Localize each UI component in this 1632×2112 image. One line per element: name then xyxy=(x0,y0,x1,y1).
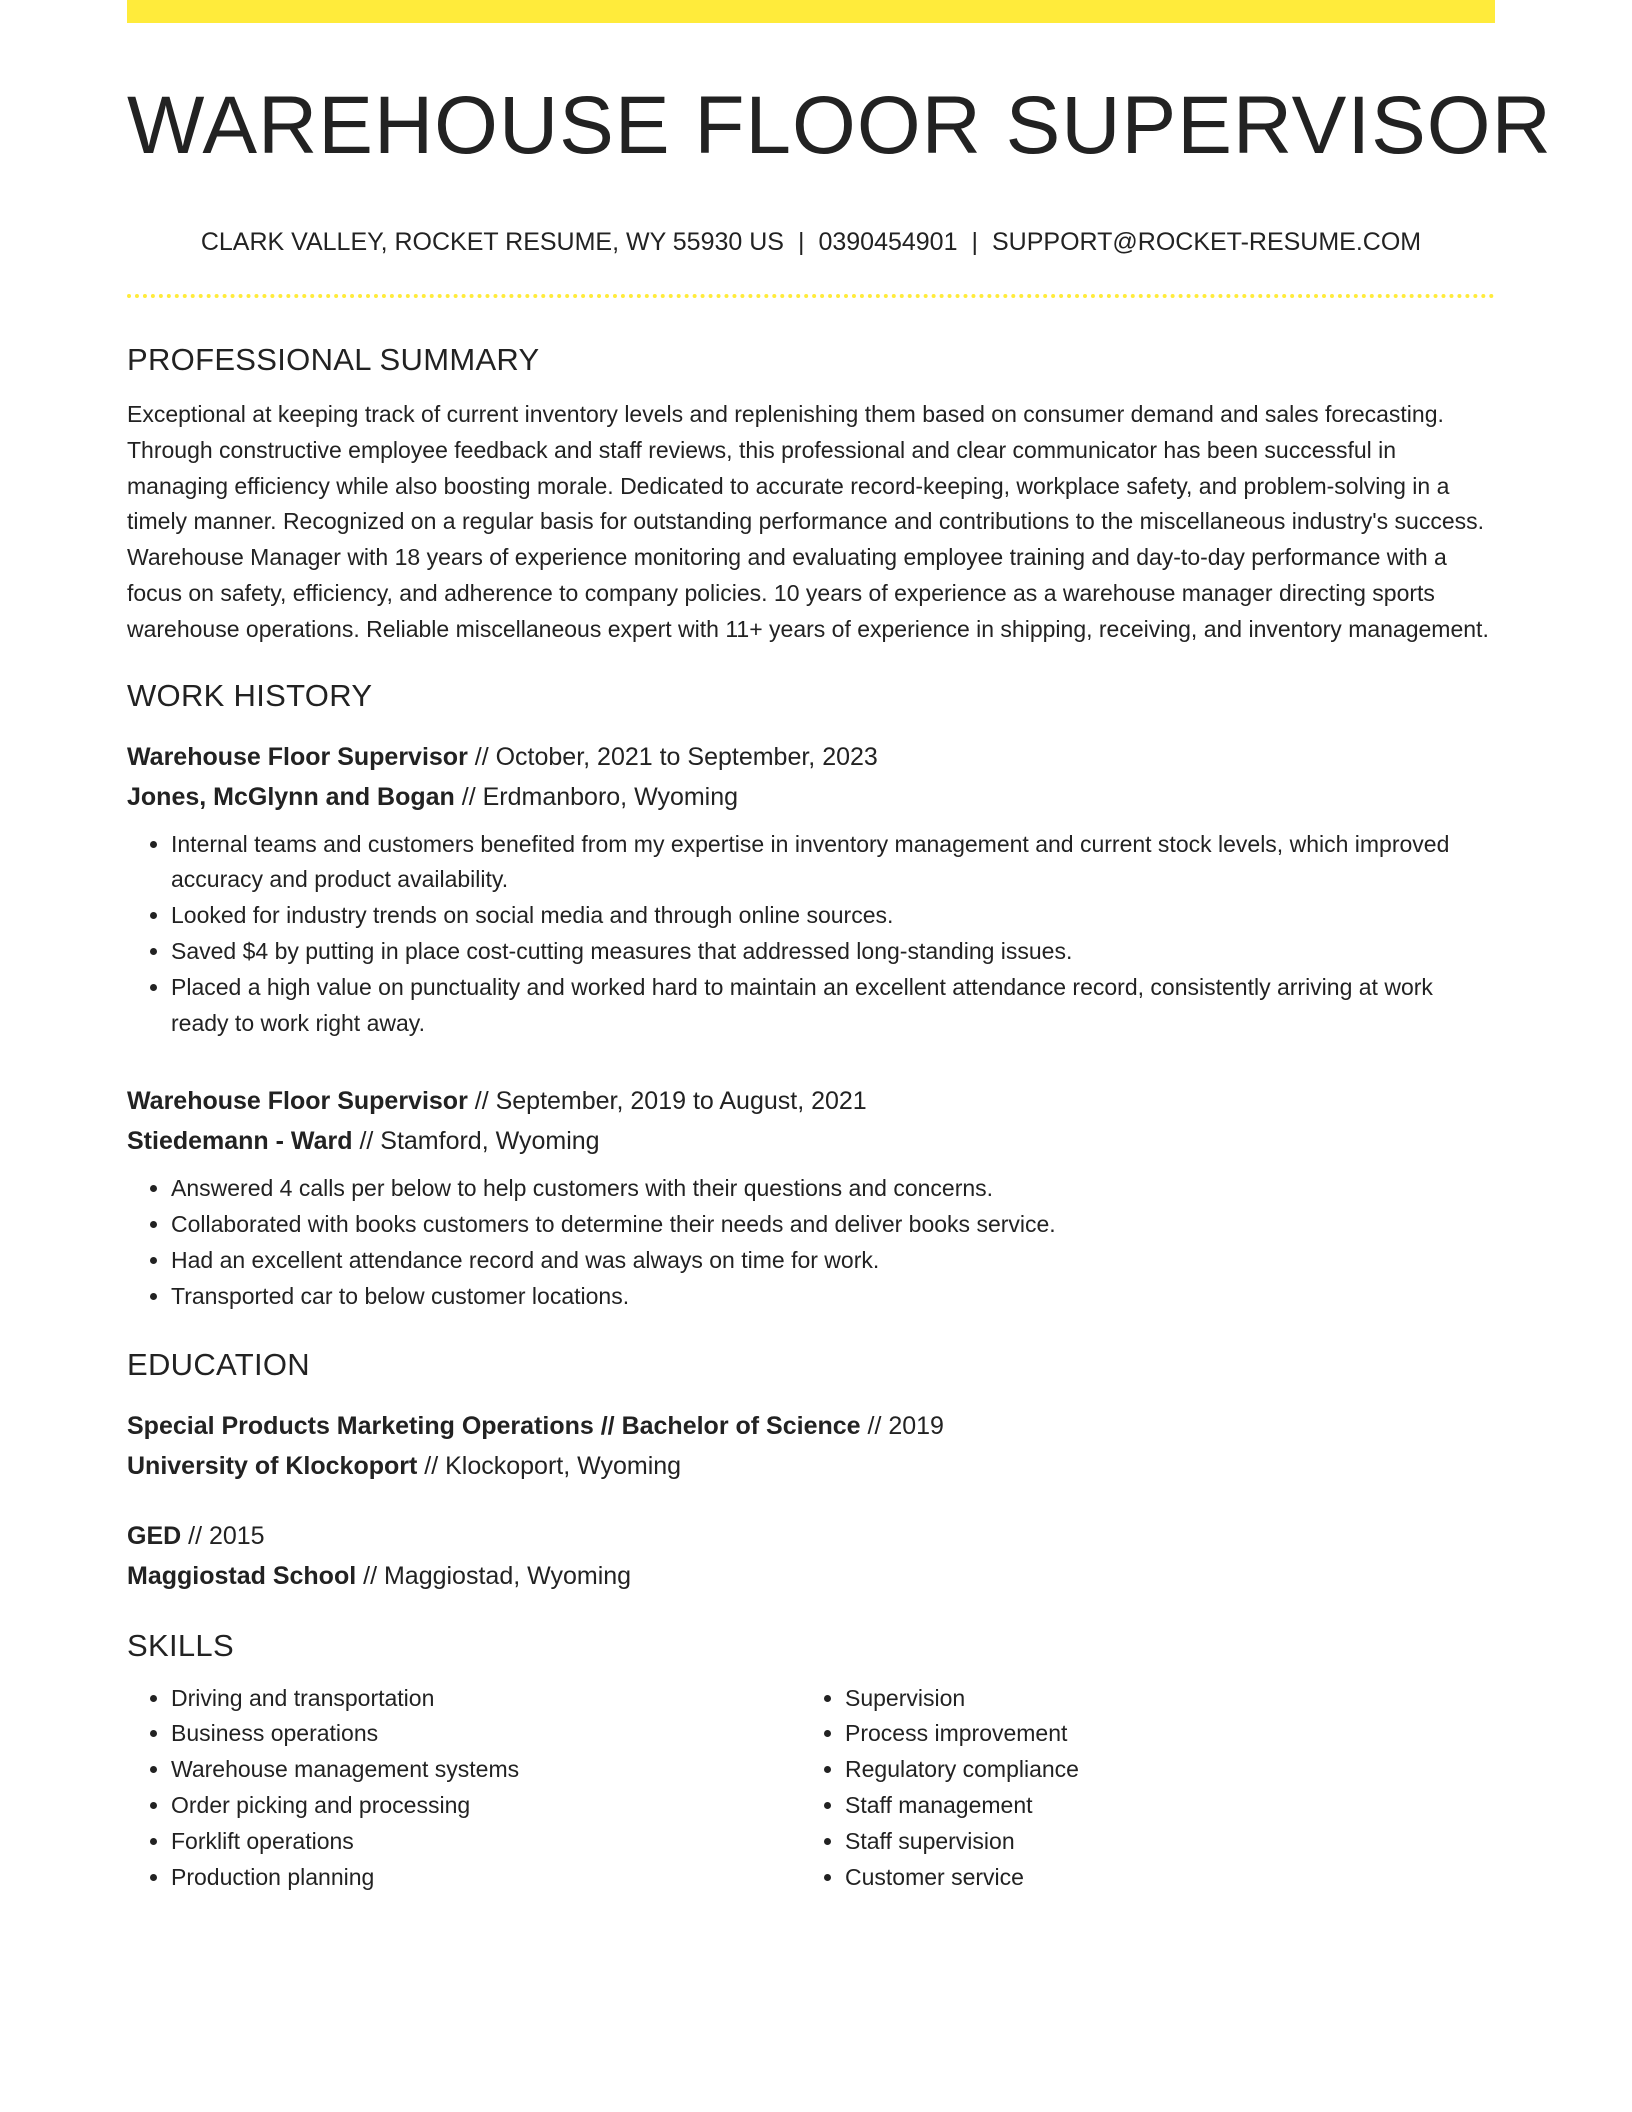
section-title-skills: SKILLS xyxy=(127,1627,234,1663)
resume-page xyxy=(127,0,1552,1895)
education-entry xyxy=(127,1406,1495,1486)
job-entry xyxy=(127,737,1495,1042)
job-dates: // October, 2021 to September, 2023 xyxy=(467,742,878,771)
section-title-education: EDUCATION xyxy=(127,1346,310,1382)
education-degree: GED xyxy=(127,1521,182,1550)
skill-item: • Production planning xyxy=(171,1860,801,1896)
skill-item: • Staff management xyxy=(845,1788,1495,1824)
dotted-divider xyxy=(127,294,1495,298)
education-school-line xyxy=(127,1446,1495,1486)
skill-item: • Process improvement xyxy=(845,1716,1495,1752)
skill-item: • Forklift operations xyxy=(171,1824,801,1860)
job-title-line xyxy=(127,1081,1495,1121)
contact-separator: | xyxy=(797,228,805,256)
job-bullets xyxy=(127,827,1495,1042)
list-item: • Looked for industry trends on social media and through online sources. xyxy=(171,898,1495,934)
job-position: Warehouse Floor Supervisor xyxy=(127,1087,468,1116)
skill-item: • Regulatory compliance xyxy=(845,1752,1495,1788)
list-item: • Placed a high value on punctuality and worked hard to maintain an excellent attendance record, consistently arriving at work ready to work right away. xyxy=(171,970,1495,1042)
skills-columns xyxy=(127,1681,1495,1896)
job-title-line xyxy=(127,737,1495,777)
job-company: Stiedemann - Ward xyxy=(127,1127,353,1156)
job-company: Jones, McGlynn and Bogan xyxy=(127,782,455,811)
education-entry xyxy=(127,1516,1495,1596)
top-accent-bar xyxy=(127,0,1495,23)
contact-phone: 0390454901 xyxy=(818,228,958,256)
list-item: • Saved $4 by putting in place cost-cutting measures that addressed long-standing issues. xyxy=(171,934,1495,970)
education-school-line xyxy=(127,1556,1495,1596)
section-title-summary: PROFESSIONAL SUMMARY xyxy=(127,342,540,377)
list-item: • Transported car to below customer locations. xyxy=(171,1279,1495,1315)
job-location: // Erdmanboro, Wyoming xyxy=(454,782,739,811)
education-year: // 2019 xyxy=(860,1411,944,1440)
list-item: • Internal teams and customers benefited from my expertise in inventory management and current stock levels, which improved accuracy and product availability. xyxy=(171,827,1495,899)
education-school: University of Klockoport xyxy=(127,1451,418,1480)
education-location: // Maggiostad, Wyoming xyxy=(356,1561,632,1590)
section-title-work-history: WORK HISTORY xyxy=(127,677,373,713)
contact-email: SUPPORT@ROCKET-RESUME.COM xyxy=(992,228,1422,256)
education-degree-line xyxy=(127,1406,1495,1446)
skill-item: • Staff supervision xyxy=(845,1824,1495,1860)
skill-item: • Warehouse management systems xyxy=(171,1752,801,1788)
skill-item: • Driving and transportation xyxy=(171,1681,801,1717)
education-year: // 2015 xyxy=(181,1521,265,1550)
list-item: • Answered 4 calls per below to help customers with their questions and concerns. xyxy=(171,1171,1495,1207)
skill-item: • Supervision xyxy=(845,1681,1495,1717)
contact-line xyxy=(127,230,1495,255)
summary-text: Exceptional at keeping track of current inventory levels and replenishing them based on consumer demand and sales forecasting. Through constructive employee feedback and staff reviews, this professional and clear communicator has been successful in managing efficiency while also boosting morale. Dedicated to accurate record-keeping, workplace safety, and problem-solving in a timely manner. Recognized on a regular basis for outstanding performance and contributions to the miscellaneous industry's success. Warehouse Manager with 18 years of experience monitoring and evaluating employee training and day-to-day performance with a focus on safety, efficiency, and adherence to company policies. 10 years of experience as a warehouse manager directing sports warehouse operations. Reliable miscellaneous expert with 11+ years of experience in shipping, receiving, and inventory management. xyxy=(127,401,1489,642)
skill-item: • Customer service xyxy=(845,1860,1495,1896)
job-location: // Stamford, Wyoming xyxy=(352,1127,600,1156)
contact-separator: | xyxy=(971,228,978,256)
education-degree-line xyxy=(127,1516,1495,1556)
list-item: • Had an excellent attendance record and was always on time for work. xyxy=(171,1243,1495,1279)
job-bullets xyxy=(127,1171,1495,1314)
job-dates: // September, 2019 to August, 2021 xyxy=(467,1087,867,1116)
list-item: • Collaborated with books customers to determine their needs and deliver books service. xyxy=(171,1207,1495,1243)
skills-list-left xyxy=(127,1681,801,1896)
education-degree: Special Products Marketing Operations // Bachelor of Science xyxy=(127,1411,861,1440)
job-position: Warehouse Floor Supervisor xyxy=(127,742,468,771)
skill-item: • Business operations xyxy=(171,1716,801,1752)
job-company-line xyxy=(127,1121,1495,1161)
education-location: // Klockoport, Wyoming xyxy=(417,1451,682,1480)
job-company-line xyxy=(127,777,1495,817)
education-school: Maggiostad School xyxy=(127,1561,357,1590)
skills-list-right xyxy=(801,1681,1495,1896)
contact-address: CLARK VALLEY, ROCKET RESUME, WY 55930 US xyxy=(200,228,784,256)
candidate-name: WAREHOUSE FLOOR SUPERVISOR xyxy=(127,80,1552,171)
job-entry xyxy=(127,1081,1495,1314)
skill-item: • Order picking and processing xyxy=(171,1788,801,1824)
